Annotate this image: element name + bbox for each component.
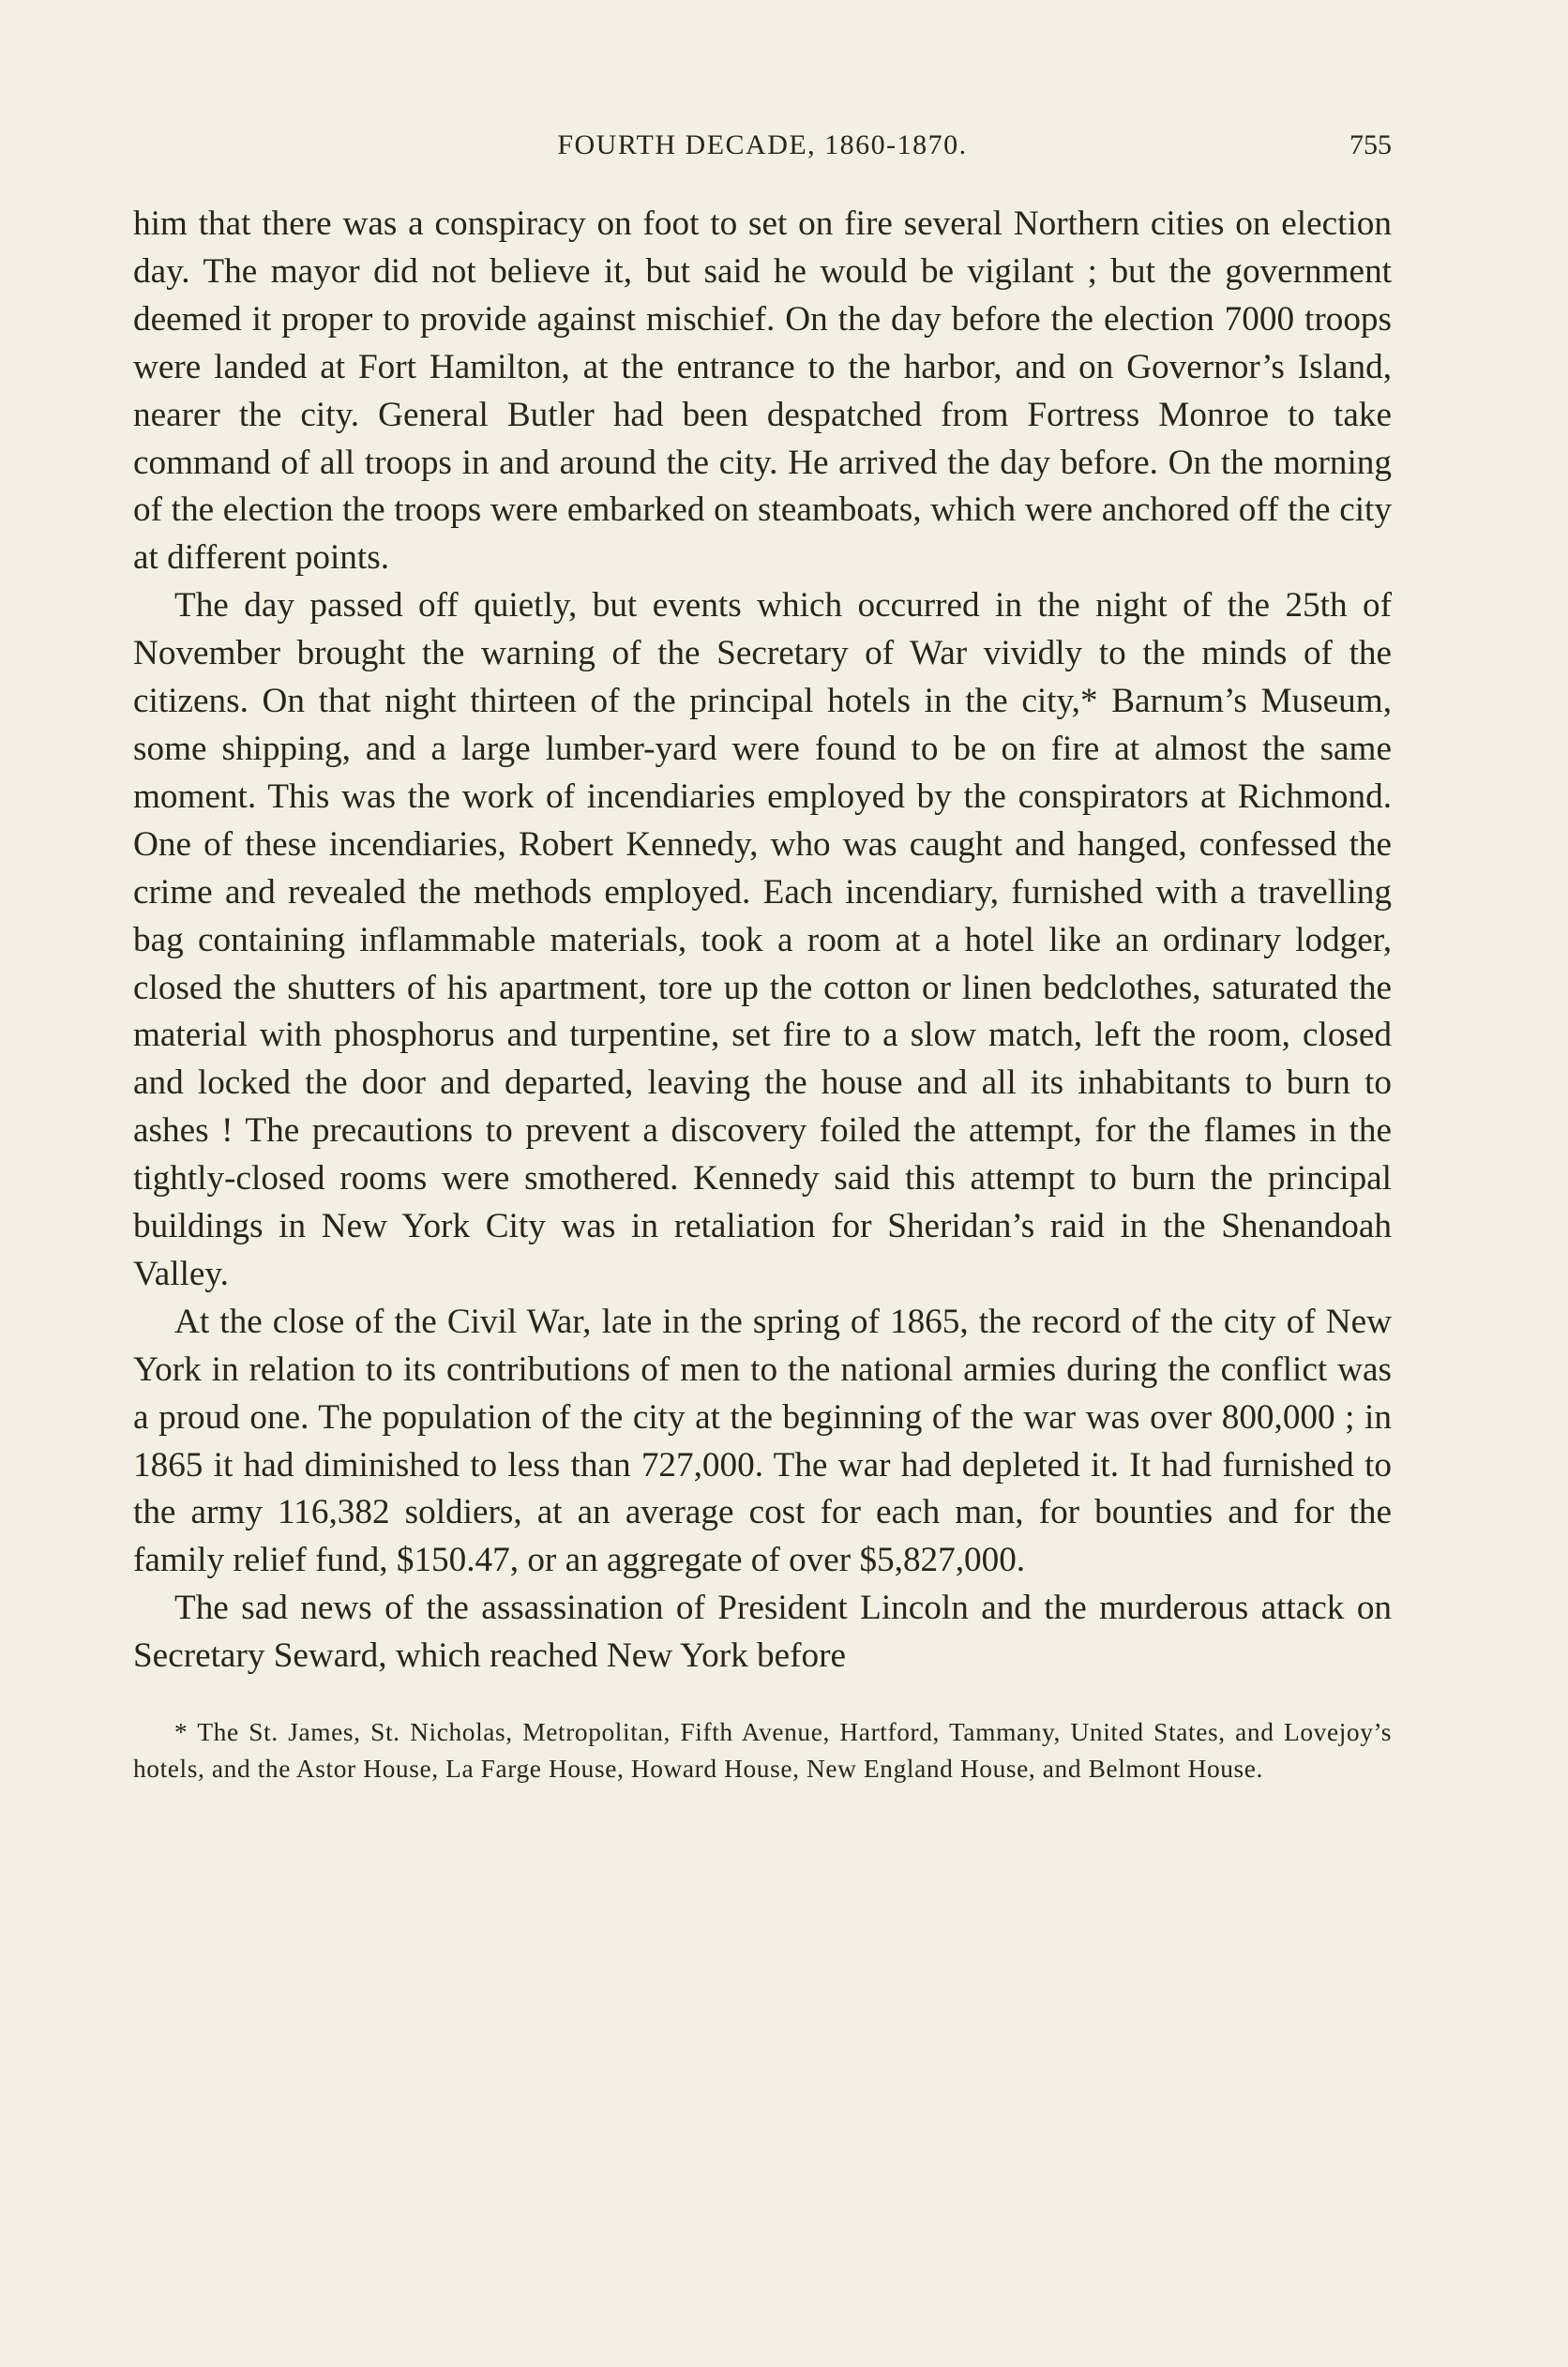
paragraph-2: The day passed off quietly, but events which occurred in the night of the 25th of November brought the warning of the Secretary of War vividly to the minds of the citizens. On that night thirteen of the principal hotels in the city,* Barnum’s Museum, some shipping, and a large lumber-yard were found to be on fire at almost the same moment. This was the work of incendiaries employed by the conspirators at Richmond. One of these incendiaries, Robert Kennedy, who was caught and hanged, confessed the crime and revealed the methods employed. Each incendiary, furnished with a travelling bag containing inflammable materials, took a room at a hotel like an ordinary lodger, closed the shutters of his apartment, tore up the cotton or linen bedclothes, saturated the material with phosphorus and turpentine, set fire to a slow match, left the room, closed and locked the door and departed, leaving the house and all its inhabitants to burn to ashes ! The precautions to prevent a discovery foiled the attempt, for the flames in the tightly-closed rooms were smothered. Kennedy said this attempt to burn the principal buildings in New York City was in retaliation for Sheridan’s raid in the Shenandoah Valley.	[133, 586, 1392, 1293]
page-number: 755	[1349, 129, 1392, 160]
page-header	[133, 129, 1392, 173]
footnote: * The St. James, St. Nicholas, Metropolitan, Fifth Avenue, Hartford, Tammany, United States, and Lovejoy’s hotels, and the Astor House, La Farge House, Howard House, New England House, and Belmont House.	[133, 1718, 1392, 1783]
paragraph-4: The sad news of the assassination of President Lincoln and the murderous attack on Secretary Seward, which reached New York before	[133, 1589, 1392, 1676]
book-page	[133, 129, 1392, 1787]
running-head: FOURTH DECADE, 1860-1870.	[557, 129, 968, 160]
paragraph-3: At the close of the Civil War, late in the spring of 1865, the record of the city of New York in relation to its contributions of men to the national armies during the conflict was a proud one. The population of the city at the beginning of the war was over 800,000 ; in 1865 it had diminished to less than 727,000. The war had depleted it. It had furnished to the army 116,382 soldiers, at an average cost for each man, for bounties and for the family relief fund, $150.47, or an aggregate of over $5,827,000.	[133, 1302, 1392, 1580]
paragraph-1: him that there was a conspiracy on foot to set on fire several Northern cities on election day. The mayor did not believe it, but said he would be vigilant ; but the government deemed it proper to provide against mischief. On the day before the election 7000 troops were landed at Fort Hamilton, at the entrance to the harbor, and on Governor’s Island, nearer the city. General Butler had been despatched from Fortress Monroe to take command of all troops in and around the city. He arrived the day before. On the morning of the election the troops were embarked on steamboats, which were anchored off the city at different points.	[133, 204, 1392, 578]
body-text	[133, 201, 1392, 1681]
